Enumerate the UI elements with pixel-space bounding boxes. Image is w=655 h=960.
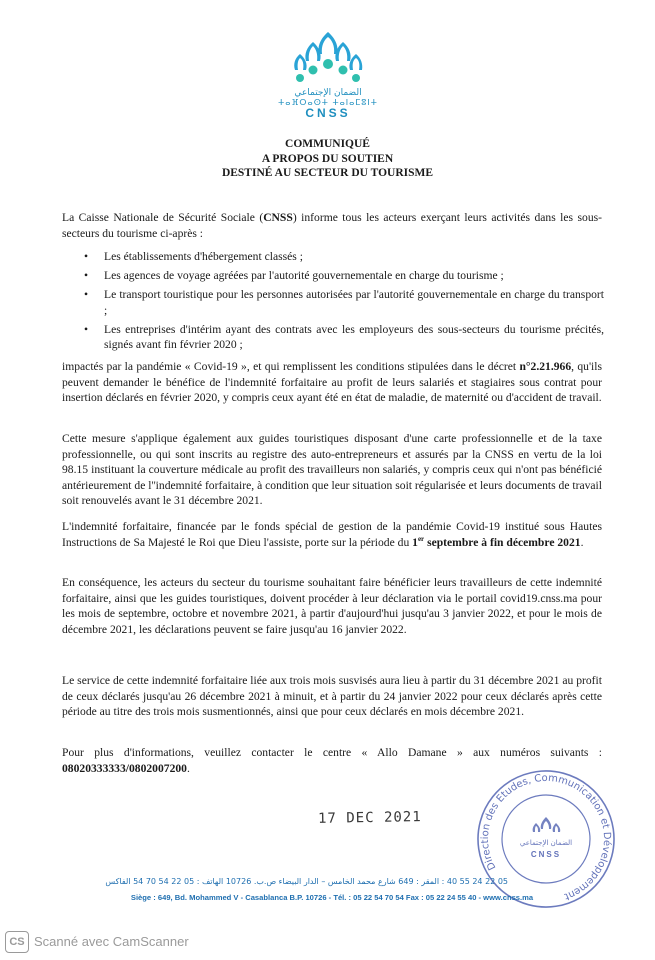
bullet-icon: • <box>84 288 89 302</box>
communique-title <box>150 137 505 181</box>
logo-cnss-text: CNSS <box>305 106 351 120</box>
sector-list <box>82 249 604 356</box>
date-stamp: 17 DEC 2021 <box>317 809 422 827</box>
decree-number: n°2.21.966 <box>519 360 572 373</box>
cnss-logo <box>273 28 383 120</box>
bullet-icon: • <box>84 269 89 283</box>
footer-arabic-address: 05 22 24 55 40 : المقر : 649 شارع محمد الخامس – الدار البيضاء ص.ب. 10726 الهاتف : 05 22 54 70 54 الفاكس <box>105 877 508 886</box>
phone-numbers: 08020333333/0802007200 <box>62 761 187 775</box>
guides-paragraph: Cette mesure s'applique également aux guides touristiques disposant d'une carte professionnelle et de la taxe professionnelle, ou qui sont inscrits au registre des auto-entrepreneurs et assurés par la CNSS en vertu de la loi 98.15 instituant la couverture médicale au profit des travailleurs non salariés, y compris ceux qui n'ont pas bénéficié antérieurement de l''indemnité forfaitaire, à condition que leur situation soit régularisée et leurs documents de travail soit renouvelés avant le 31 décembre 2021. <box>62 432 602 507</box>
title-line-1: COMMUNIQUÉ <box>285 138 370 150</box>
list-item: • Les établissements d'hébergement classés ; <box>84 250 303 263</box>
cnss-acronym: CNSS <box>263 211 293 224</box>
list-item: • Les agences de voyage agréées par l'autorité gouvernementale en charge du tourisme ; <box>84 269 504 283</box>
period-end: septembre à fin décembre 2021 <box>424 535 581 549</box>
title-line-3: DESTINÉ AU SECTEUR DU TOURISME <box>221 167 434 179</box>
cnss-emblem-icon <box>293 28 363 86</box>
title-line-2: A PROPOS DU SOUTIEN <box>261 152 394 165</box>
payment-paragraph: Le service de cette indemnité forfaitaire liée aux trois mois susvisés aura lieu à partir du 31 décembre 2021 au profit de ceux déclarés jusqu'au 26 décembre 2021 à minuit, et à partir du 24 janvier 2022 pour ceux déclarés après cette période au titre des trois mois susmentionnés, ainsi que pour ceux déclarés en mois décembre 2021. <box>62 674 602 718</box>
period-start: 1 <box>412 535 418 549</box>
camscanner-logo-icon: CS <box>5 931 29 953</box>
camscanner-watermark <box>0 925 655 960</box>
funding-paragraph: L'indemnité forfaitaire, financée par le fonds spécial de gestion de la pandémie Covid-19 institué sous Hautes Instructions de Sa Majesté le Roi que Dieu l'assiste, porte sur la période du 1er septembre à fin décembre 2021. <box>62 520 602 549</box>
logo-tifinagh-text: ⵜⴰⴼⵔⴰⵙⵜ ⵜⴰⵏⴰⵎⵓⵏⵜ <box>278 98 378 107</box>
footer-address: Siège : 649, Bd. Mohammed V - Casablanca B.P. 10726 - Tél. : 05 22 54 70 54 Fax : 05 22 24 55 40 - www.cnss.ma <box>130 893 534 902</box>
list-item: • Les entreprises d'intérim ayant des contrats avec les employeurs des sous-secteurs du tourisme précités, signés avant fin février 2020 ; <box>84 322 604 352</box>
official-seal-icon <box>472 765 620 913</box>
camscanner-text: Scanné avec CamScanner <box>34 934 189 949</box>
intro-paragraph: La Caisse Nationale de Sécurité Sociale (CNSS) informe tous les acteurs exerçant leurs activités dans les sous-secteurs du tourisme ci-après : <box>62 211 602 240</box>
seal-ring-text: Direction des Etudes, Communication et Développement <box>479 772 613 902</box>
seal-arabic-text: الضمان الإجتماعي <box>519 839 573 847</box>
logo-arabic-text: الضمان الإجتماعي <box>294 88 362 98</box>
list-item: • Le transport touristique pour les personnes autorisées par l'autorité gouvernementale en charge du transport ; <box>84 288 604 317</box>
conditions-paragraph: impactés par la pandémie « Covid-19 », et qui remplissent les conditions stipulées dans le décret n°2.21.966, qu'ils peuvent demander le bénéfice de l'indemnité forfaitaire au profit de leurs salariés et stagiaires sous contrat pour insertion déclarés en février 2020, y compris ceux ayant été en état de maladie, de maternité ou d'accident de travail. <box>62 360 602 404</box>
seal-cnss-text: CNSS <box>530 850 562 859</box>
bullet-icon: • <box>84 322 89 336</box>
contact-paragraph: Pour plus d'informations, veuillez contacter le centre « Allo Damane » aux numéros suivants : 08020333333/0802007200. <box>62 746 602 775</box>
declaration-paragraph: En conséquence, les acteurs du secteur du tourisme souhaitant faire bénéficier leurs travailleurs de cette indemnité forfaitaire, ainsi que les guides touristiques, doivent procéder à leur déclaration via le portail covid19.cnss.ma pour les mois de septembre, octobre et novembre 2021, à partir d'aujourd'hui jusqu'au 3 janvier 2022, et pour le mois de décembre 2021, les déclarations peuvent se faire jusqu'au 16 janvier 2022. <box>62 576 602 636</box>
bullet-icon: • <box>84 250 89 263</box>
